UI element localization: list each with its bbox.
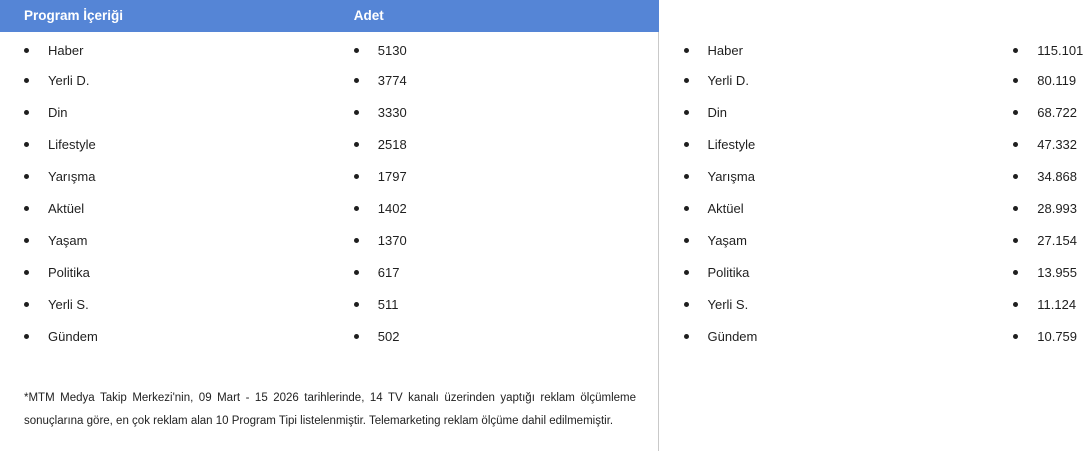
cell-text: 13.955 (1037, 264, 1078, 280)
program-a-cell (0, 192, 165, 224)
bullet-icon (24, 334, 29, 339)
bullet-icon (1013, 270, 1018, 275)
cell-text: 1370 (377, 232, 407, 248)
bullet-icon (684, 110, 689, 115)
table-row (0, 128, 659, 160)
program-a-cell (0, 32, 165, 64)
cell-text: Yarışma (48, 168, 96, 184)
cell-text: Gündem (707, 328, 758, 344)
bullet-icon (684, 206, 689, 211)
cell-text: 47.332 (1037, 136, 1078, 152)
cell-text: 68.722 (1037, 104, 1078, 120)
cell-text: Haber (707, 42, 743, 58)
bullet-icon (1013, 302, 1018, 307)
program-a-cell (0, 320, 165, 352)
cell-text: 502 (377, 328, 400, 344)
cell-text: 34.868 (1037, 168, 1078, 184)
cell-text: Din (707, 104, 728, 120)
cell-text: 10.759 (1037, 328, 1078, 344)
table-row (0, 64, 659, 96)
bullet-icon (354, 78, 359, 83)
cell-text: Yerli D. (707, 72, 749, 88)
table-body (0, 32, 1083, 352)
bullet-icon (24, 302, 29, 307)
table-row (0, 320, 659, 352)
table-row (0, 224, 659, 256)
cell-text: 511 (377, 296, 399, 312)
bullet-icon (684, 334, 689, 339)
cell-text: 617 (377, 264, 400, 280)
cell-text: 1402 (377, 200, 407, 216)
header-program-a: Program İçeriği (24, 7, 124, 23)
bullet-icon (1013, 206, 1018, 211)
bullet-icon (1013, 174, 1018, 179)
cell-text: Yerli S. (48, 296, 89, 312)
table-row (0, 288, 659, 320)
count-a-cell (165, 320, 400, 352)
cell-text: 1797 (377, 168, 407, 184)
count-a-cell (165, 256, 400, 288)
bullet-icon (354, 174, 359, 179)
bullet-icon (684, 48, 689, 53)
count-a-cell (165, 288, 399, 320)
cell-text: 2518 (377, 136, 407, 152)
bullet-icon (1013, 142, 1018, 147)
header-count-b: Adet (1013, 7, 1044, 23)
bullet-icon (684, 78, 689, 83)
cell-text: Gündem (48, 328, 98, 344)
cell-text: Politika (707, 264, 750, 280)
cell-text: 80.119 (1037, 72, 1077, 88)
bullet-icon (354, 206, 359, 211)
count-a-cell (165, 64, 407, 96)
cell-text: Yaşam (48, 232, 88, 248)
cell-text: 115.101 (1037, 42, 1083, 58)
bullet-icon (1013, 110, 1018, 115)
table-row (0, 192, 659, 224)
bullet-icon (1013, 238, 1018, 243)
cell-text: 28.993 (1037, 200, 1078, 216)
cell-text: 5130 (377, 42, 407, 58)
count-a-cell (165, 32, 407, 64)
cell-text: Lifestyle (707, 136, 756, 152)
bullet-icon (24, 174, 29, 179)
program-a-cell (0, 256, 165, 288)
bullet-icon (24, 110, 29, 115)
cell-text: Politika (48, 264, 90, 280)
cell-text: 11.124 (1037, 296, 1077, 312)
bullet-icon (684, 302, 689, 307)
table-header-row (0, 0, 659, 32)
count-a-cell (165, 160, 407, 192)
program-a-cell (0, 160, 165, 192)
table-row (0, 96, 659, 128)
count-a-cell (165, 128, 407, 160)
bullet-icon (354, 110, 359, 115)
bullet-icon (354, 48, 359, 53)
bullet-icon (24, 78, 29, 83)
cell-text: Din (48, 104, 68, 120)
table-row (0, 256, 659, 288)
count-a-cell (165, 224, 407, 256)
bullet-icon (24, 206, 29, 211)
bullet-icon (24, 48, 29, 53)
bullet-icon (684, 270, 689, 275)
program-a-cell (0, 128, 165, 160)
bullet-icon (1013, 334, 1018, 339)
cell-text: Yerli D. (48, 72, 90, 88)
bullet-icon (1013, 48, 1018, 53)
count-a-cell (165, 96, 407, 128)
cell-text: Lifestyle (48, 136, 96, 152)
cell-text: Haber (48, 42, 84, 58)
table-row (0, 160, 659, 192)
count-a-cell (165, 192, 407, 224)
bullet-icon (354, 302, 359, 307)
bullet-icon (24, 142, 29, 147)
cell-text: Yerli S. (707, 296, 749, 312)
bullet-icon (354, 238, 359, 243)
bullet-icon (684, 238, 689, 243)
bullet-icon (354, 270, 359, 275)
program-a-cell (0, 224, 165, 256)
cell-text: 27.154 (1037, 232, 1078, 248)
program-a-cell (0, 96, 165, 128)
cell-text: Yaşam (707, 232, 747, 248)
program-a-cell (0, 288, 165, 320)
footnote: *MTM Medya Takip Merkezi'nin, 09 Mart - 15 2026 tarihlerinde, 14 TV kanalı üzerinden yaptığı reklam ölçümleme sonuçlarına göre, en çok reklam alan 10 Program Tipi listelenmiştir. Telemarketing reklam ölçüme dahil edilmemiştir. (24, 391, 636, 427)
bullet-icon (354, 142, 359, 147)
cell-text: 3330 (377, 104, 407, 120)
bullet-icon (24, 238, 29, 243)
bullet-icon (24, 270, 29, 275)
bullet-icon (1013, 78, 1018, 83)
cell-text: 3774 (377, 72, 407, 88)
cell-text: Yarışma (707, 168, 755, 184)
bullet-icon (684, 174, 689, 179)
bullet-icon (684, 142, 689, 147)
header-program-b: Program İçeriği (683, 0, 740, 30)
program-a-cell (0, 64, 165, 96)
header-count-a: Adet (353, 7, 384, 23)
cell-text: Aktüel (707, 200, 744, 216)
cell-text: Aktüel (48, 200, 85, 216)
table-row (0, 32, 659, 64)
bullet-icon (354, 334, 359, 339)
